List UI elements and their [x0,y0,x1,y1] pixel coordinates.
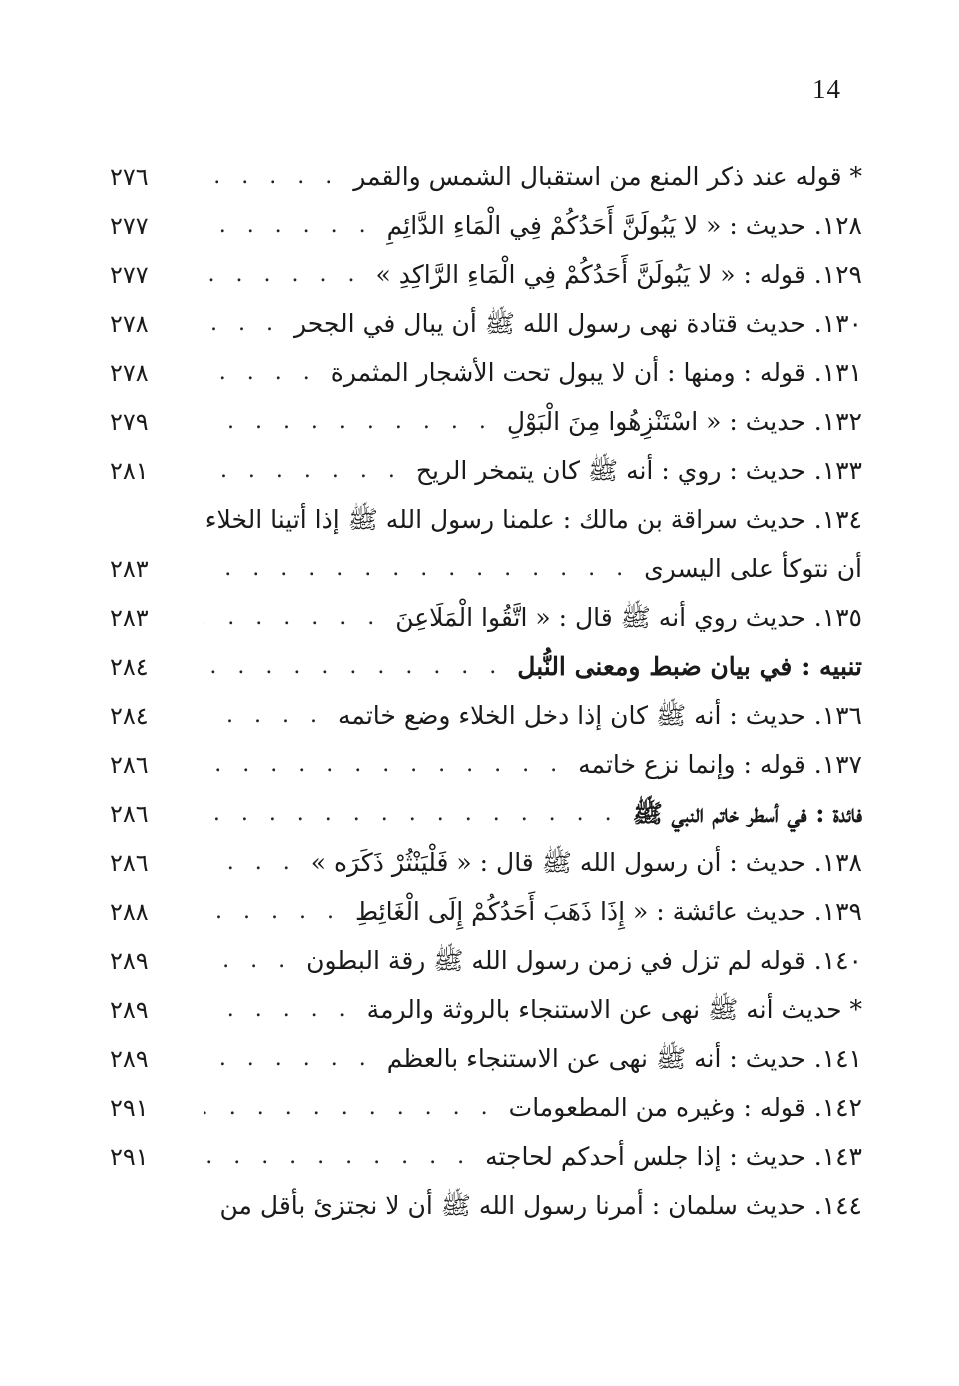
dot-leader [204,852,297,874]
toc-entry [110,936,862,985]
toc-entry-page: ٢٨٣ [110,603,149,632]
toc-entry-title: ١٣٩. حديث عائشة : « إِذَا ذَهَبَ أَحَدُكُمْ إِلَى الْغَائِطِ [354,897,862,926]
dot-leader [204,1048,373,1070]
toc-entry [110,250,862,299]
dot-leader [204,999,353,1021]
toc-entry-title: ١٣٧. قوله : وإنما نزع خاتمه [578,750,862,779]
toc-entry [110,397,862,446]
table-of-contents [110,152,862,1230]
toc-entry-title: أن نتوكأ على اليسرى [644,554,862,583]
toc-entry-title: ١٤٢. قوله : وغيره من المطعومات [508,1093,862,1122]
toc-entry-title: ١٣٣. حديث : روي : أنه ﷺ كان يتمخر الريح [415,456,862,485]
dot-leader [204,411,493,433]
toc-entry-title: ١٣٦. حديث : أنه ﷺ كان إذا دخل الخلاء وضع خاتمه [337,701,862,730]
toc-entry-page: ٢٨٩ [110,995,149,1024]
toc-entry-title: ١٤١. حديث : أنه ﷺ نهى عن الاستنجاء بالعظم [386,1044,862,1073]
toc-entry-page: ٢٧٨ [110,309,149,338]
toc-entry-title: ١٣١. قوله : ومنها : أن لا يبول تحت الأشجار المثمرة [330,358,862,387]
toc-entry-page: ٢٩١ [110,1093,149,1122]
toc-entry [110,1083,862,1132]
toc-entry-title: ١٣٠. حديث قتادة نهى رسول الله ﷺ أن يبال في الجحر [293,309,862,338]
toc-entry-page: ٢٧٧ [110,211,149,240]
dot-leader [204,705,324,727]
toc-entry [110,1181,862,1230]
dot-leader [204,901,341,923]
toc-entry [110,740,862,789]
toc-entry [110,789,862,838]
toc-entry [110,348,862,397]
dot-leader [204,1097,495,1119]
toc-entry-page: ٢٨٦ [110,799,149,828]
toc-entry-title: ١٢٩. قوله : « لا يَبُولَنَّ أَحَدُكُمْ فِي الْمَاءِ الرَّاكِدِ » [375,260,862,289]
toc-entry-page: ٢٧٨ [110,358,149,387]
toc-entry-page: ٢٩١ [110,1142,149,1171]
toc-entry-page: ٢٨١ [110,456,149,485]
dot-leader [204,264,361,286]
dot-leader [204,313,280,335]
page-number: 14 [812,74,841,104]
toc-entry-title: ١٤٠. قوله لم تزل في زمن رسول الله ﷺ رقة البطون [306,946,862,975]
dot-leader [204,1146,471,1168]
dot-leader [204,656,503,678]
toc-entry [110,691,862,740]
dot-leader [204,803,619,825]
toc-entry [110,544,862,593]
toc-entry-page: ٢٧٦ [110,162,149,191]
toc-entry-title: ١٤٤. حديث سلمان : أمرنا رسول الله ﷺ أن لا نجتزئ بأقل من [219,1191,862,1220]
toc-entry [110,201,862,250]
dot-leader [204,607,381,629]
toc-entry-title: فائدة : في أسطر خاتم النبي ﷺ [632,799,862,828]
toc-entry-title: ١٣٥. حديث روي أنه ﷺ قال : « اتَّقُوا الْمَلَاعِنَ [395,603,862,632]
toc-entry [110,299,862,348]
toc-entry-title: ١٢٨. حديث : « لا يَبُولَنَّ أَحَدُكُمْ فِي الْمَاءِ الدَّائِمِ [386,211,862,240]
toc-entry-page: ٢٨٦ [110,848,149,877]
dot-leader [204,754,564,776]
toc-entry-title: ١٤٣. حديث : إذا جلس أحدكم لحاجته [485,1142,862,1171]
toc-entry [110,985,862,1034]
toc-entry [110,1034,862,1083]
dot-leader [204,362,317,384]
toc-entry-title: * حديث أنه ﷺ نهى عن الاستنجاء بالروثة والرمة [366,995,862,1024]
toc-entry-page: ٢٨٩ [110,1044,149,1073]
toc-entry-title: ١٣٢. حديث : « اسْتَنْزِهُوا مِنَ الْبَوْلِ [506,407,862,436]
toc-entry [110,838,862,887]
toc-entry [110,495,862,544]
toc-entry-page: ٢٧٧ [110,260,149,289]
toc-entry [110,152,862,201]
toc-entry-page: ٢٨٣ [110,554,149,583]
toc-entry [110,642,862,691]
toc-entry [110,887,862,936]
toc-entry [110,593,862,642]
toc-entry-page: ٢٨٤ [110,701,149,730]
toc-entry [110,1132,862,1181]
toc-entry-title: ١٣٤. حديث سراقة بن مالك : علمنا رسول الله ﷺ إذا أتينا الخلاء [204,505,862,534]
dot-leader [204,460,402,482]
toc-entry-title: تنبيه : في بيان ضبط ومعنى النُّبل [517,652,862,681]
toc-entry [110,446,862,495]
toc-entry-title: * قوله عند ذكر المنع من استقبال الشمس والقمر [353,162,862,191]
toc-entry-page: ٢٨٦ [110,750,149,779]
dot-leader [204,950,292,972]
toc-entry-title: ١٣٨. حديث : أن رسول الله ﷺ قال : « فَلْيَنْثُرْ ذَكَرَه » [310,848,862,877]
dot-leader [204,215,373,237]
dot-leader [204,166,339,188]
toc-entry-page: ٢٨٤ [110,652,149,681]
toc-entry-page: ٢٨٩ [110,946,149,975]
dot-leader [204,558,630,580]
toc-entry-page: ٢٧٩ [110,407,149,436]
toc-entry-page: ٢٨٨ [110,897,149,926]
